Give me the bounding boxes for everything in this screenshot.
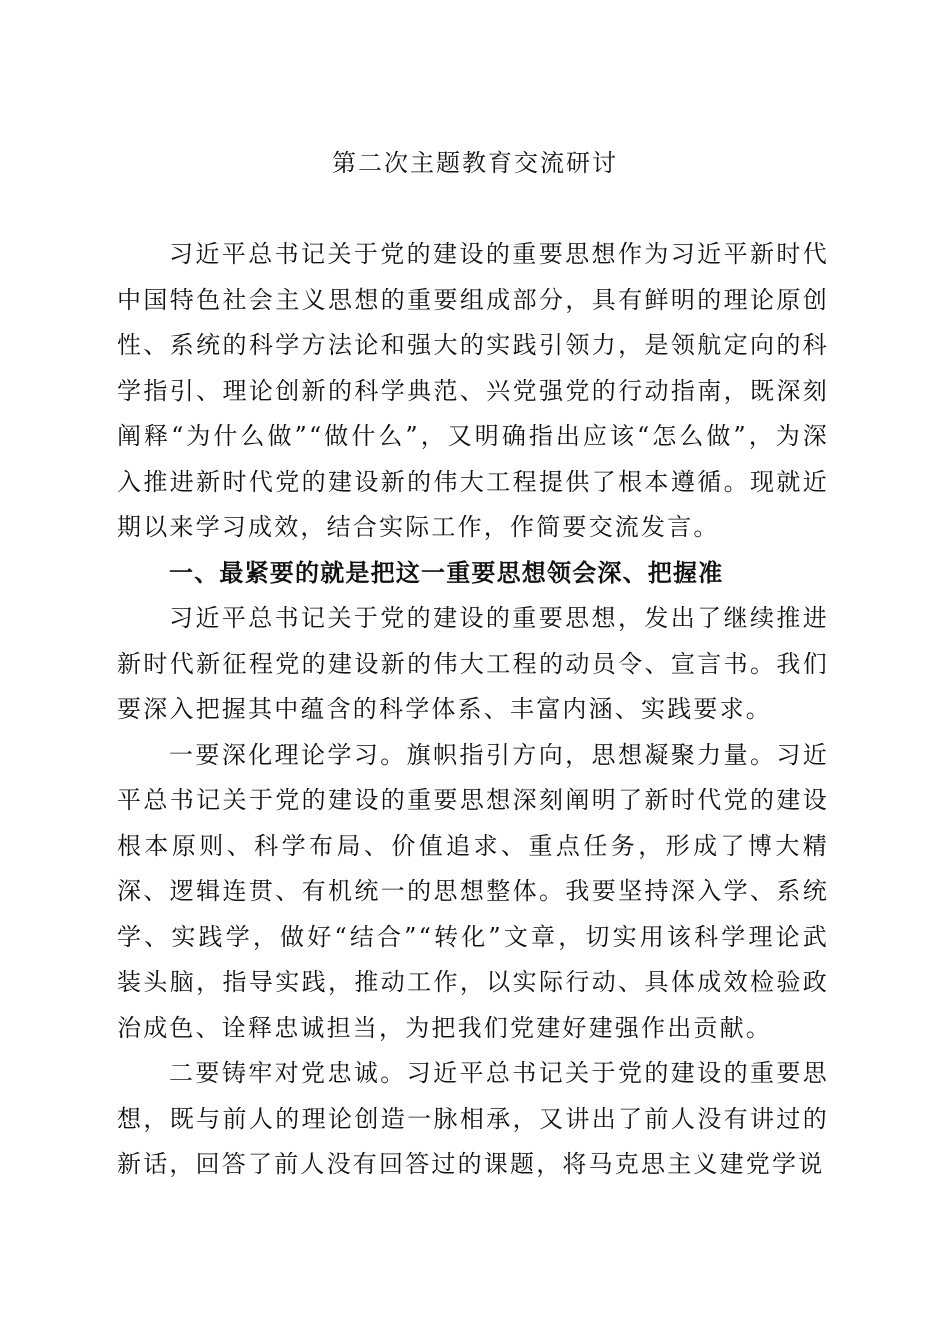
section-paragraph: 习近平总书记关于党的建设的重要思想，发出了继续推进新时代新征程党的建设新的伟大工程的动员令、宣言书。我们要深入把握其中蕴含的科学体系、丰富内涵、实践要求。 <box>117 604 829 723</box>
section-paragraph: 二要铸牢对党忠诚。习近平总书记关于党的建设的重要思想，既与前人的理论创造一脉相承，又讲出了前人没有讲过的新话，回答了前人没有回答过的课题，将马克思主义建党学说 <box>117 1059 829 1178</box>
document-title: 第二次主题教育交流研讨 <box>332 149 618 177</box>
section-paragraph: 一要深化理论学习。旗帜指引方向，思想凝聚力量。习近平总书记关于党的建设的重要思想深刻阐明了新时代党的建设根本原则、科学布局、价值追求、重点任务，形成了博大精深、逻辑连贯、有机统一的思想整体。我要坚持深入学、系统学、实践学，做好“结合”“转化”文章，切实用该科学理论武装头脑，指导实践，推动工作，以实际行动、具体成效检验政治成色、诠释忠诚担当，为把我们党建好建强作出贡献。 <box>117 740 829 1042</box>
section-heading: 一、最紧要的就是把这一重要思想领会深、把握准 <box>169 558 724 587</box>
intro-paragraph: 习近平总书记关于党的建设的重要思想作为习近平新时代中国特色社会主义思想的重要组成部分，具有鲜明的理论原创性、系统的科学方法论和强大的实践引领力，是领航定向的科学指引、理论创新的科学典范、兴党强党的行动指南，既深刻阐释“为什么做”“做什么”，又明确指出应该“怎么做”，为深入推进新时代党的建设新的伟大工程提供了根本遵循。现就近期以来学习成效，结合实际工作，作简要交流发言。 <box>117 240 829 541</box>
document-body <box>117 232 829 1188</box>
